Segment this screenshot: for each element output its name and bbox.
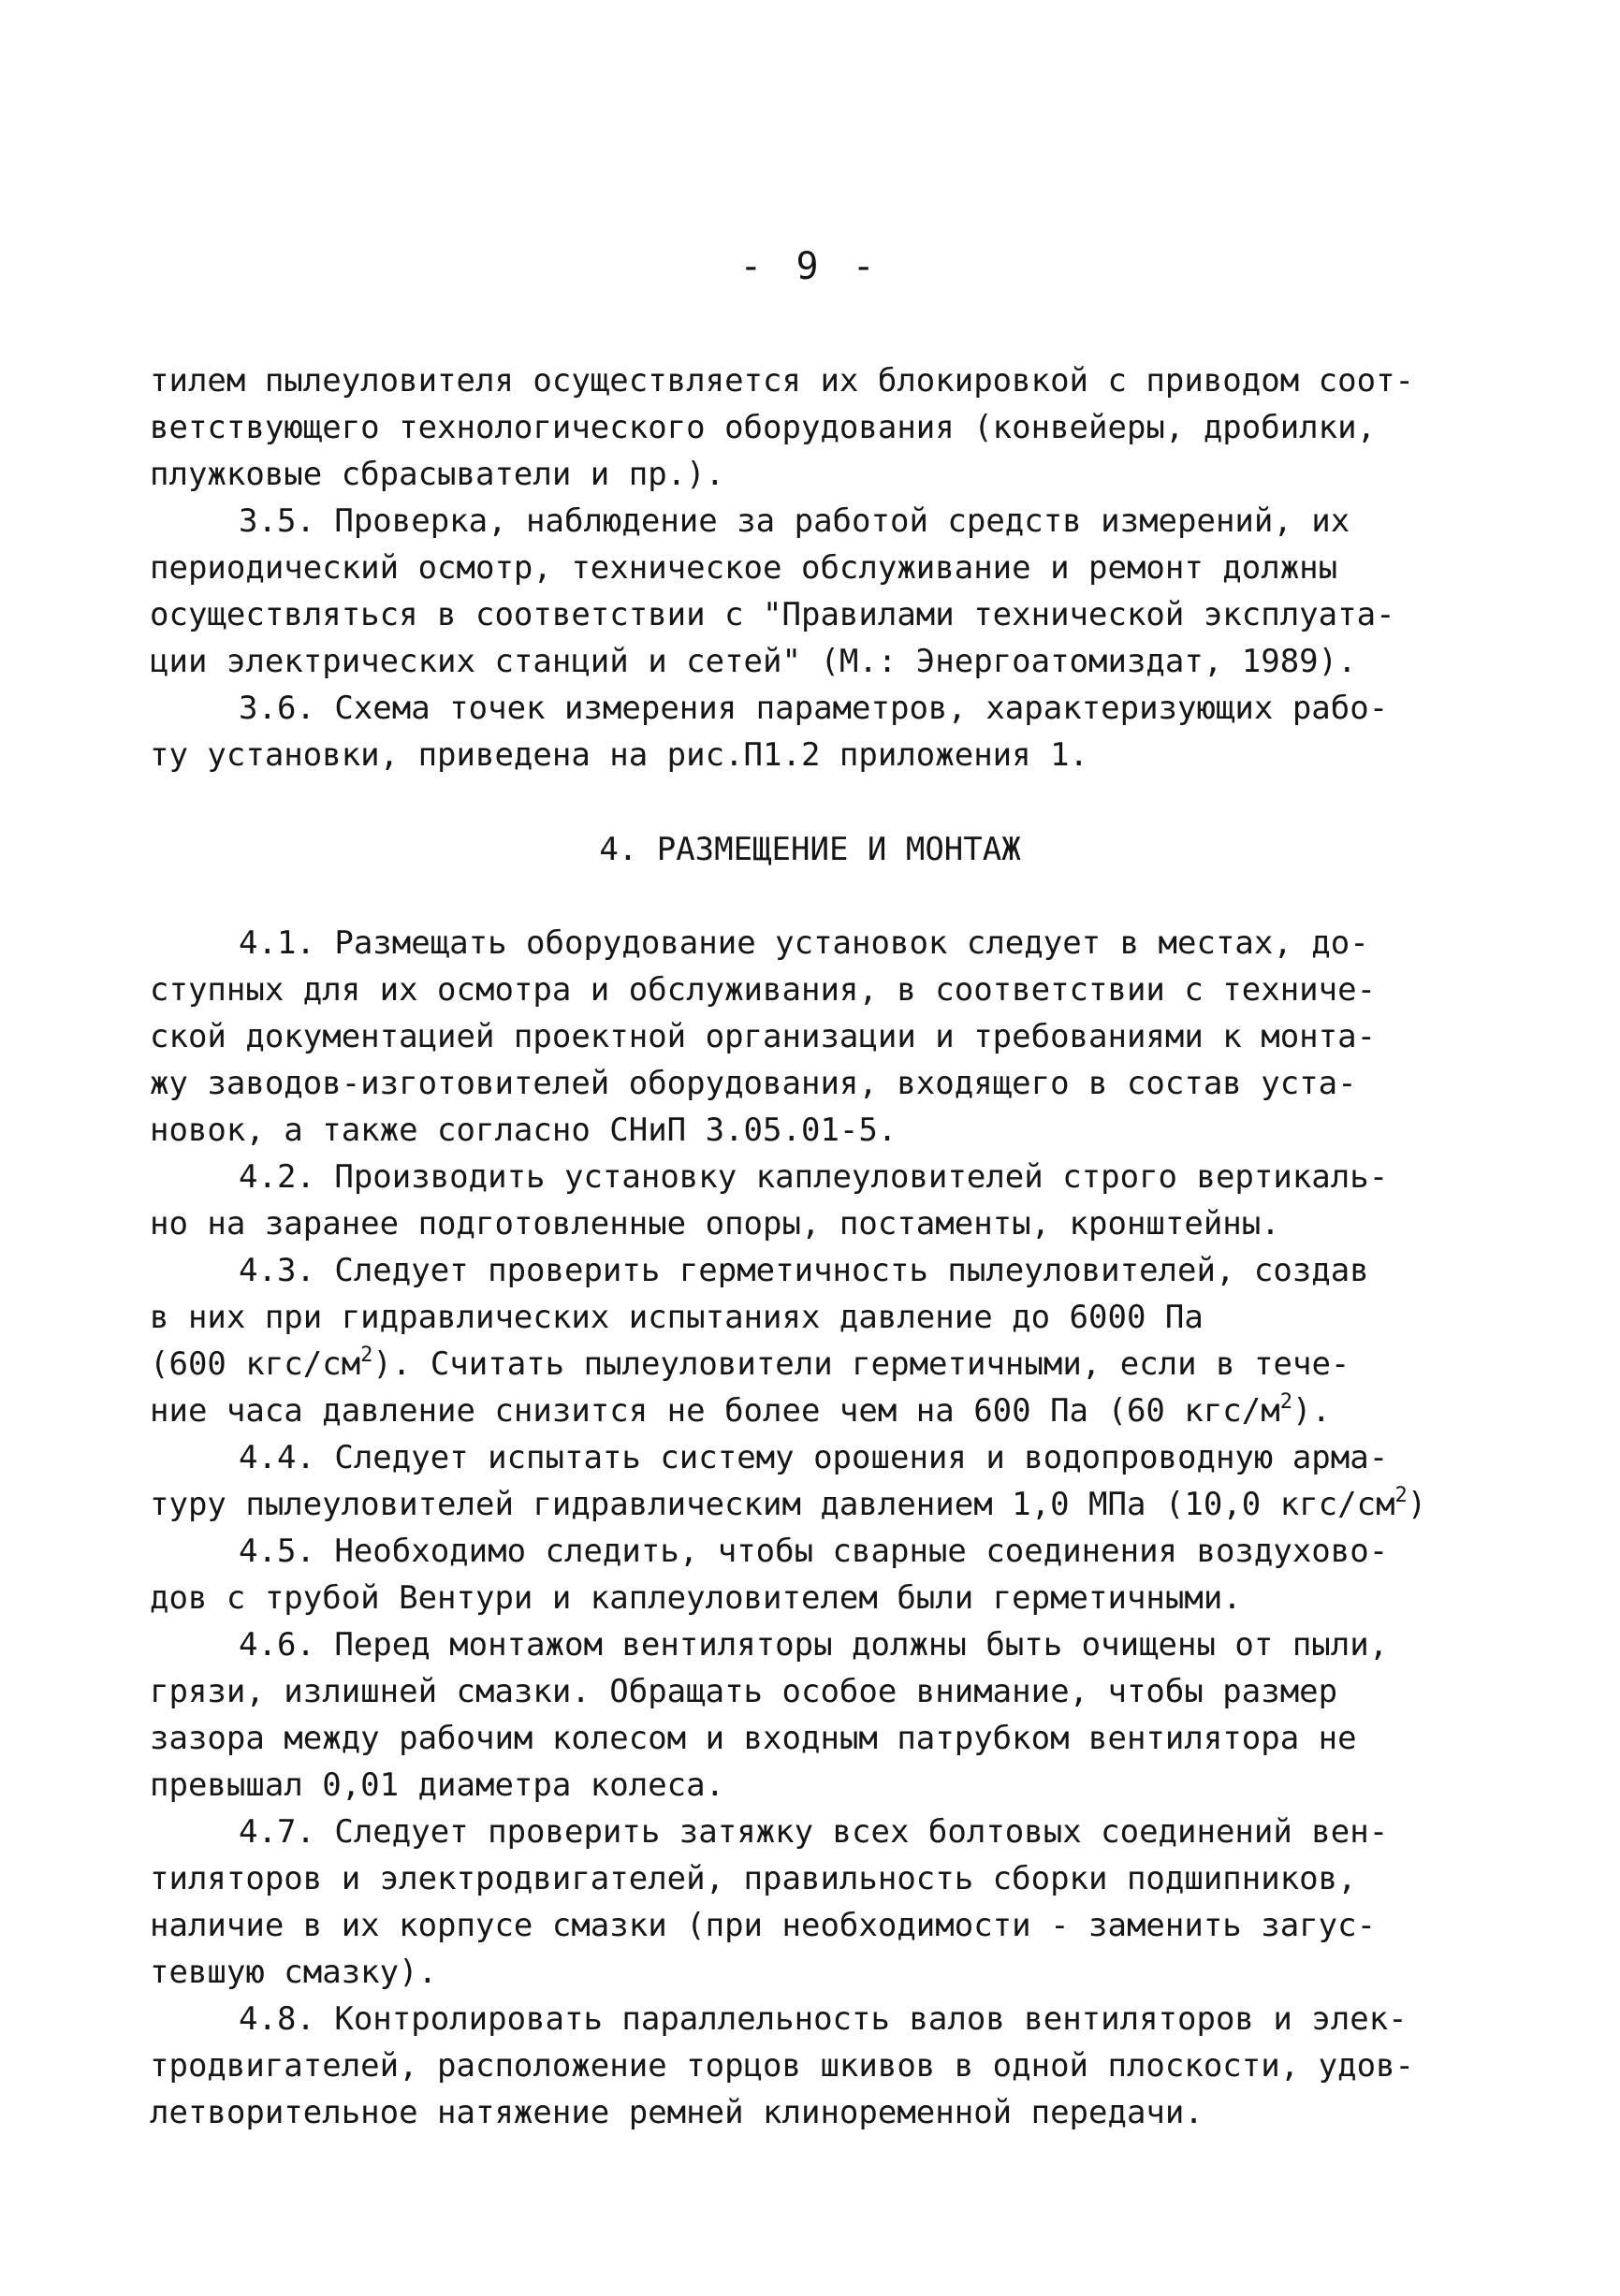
paragraph-4-8: 4.8. Контролировать параллельность валов вентиляторов и элек- — [239, 2000, 1408, 2038]
page-number: - 9 - — [739, 245, 881, 288]
section-title: 4. РАЗМЕЩЕНИЕ И МОНТАЖ — [599, 831, 1021, 868]
text-line — [150, 1392, 1331, 1430]
paragraph-3-5: 3.5. Проверка, наблюдение за работой средств измерений, их — [239, 502, 1350, 540]
text-line: летворительное натяжение ремней клиноременной передачи. — [150, 2094, 1204, 2131]
text-line: но на заранее подготовленные опоры, постаменты, кронштейны. — [150, 1205, 1280, 1242]
superscript: 2 — [1394, 1484, 1408, 1507]
text-line: ции электрических станций и сетей" (М.: Энергоатомиздат, 1989). — [150, 643, 1357, 680]
text-line: периодический осмотр, техническое обслуживание и ремонт должны — [150, 549, 1338, 587]
text-line — [150, 1486, 1426, 1523]
paragraph-4-2: 4.2. Производить установку каплеуловителей строго вертикаль- — [239, 1158, 1389, 1196]
text-segment: ). Считать пылеуловители герметичными, если в тече- — [372, 1345, 1350, 1383]
text-line: жу заводов-изготовителей оборудования, входящего в состав уста- — [150, 1065, 1357, 1102]
text-line: превышал 0,01 диаметра колеса. — [150, 1766, 725, 1804]
text-line: наличие в их корпусе смазки (при необходимости - заменить загус- — [150, 1907, 1377, 1944]
paragraph-4-6: 4.6. Перед монтажом вентиляторы должны быть очищены от пыли, — [239, 1626, 1389, 1664]
text-line: тиляторов и электродвигателей, правильность сборки подшипников, — [150, 1860, 1357, 1897]
text-segment: ). — [1292, 1392, 1331, 1430]
text-line — [150, 1345, 1350, 1383]
paragraph-4-3: 4.3. Следует проверить герметичность пылеуловителей, создав — [239, 1252, 1369, 1289]
text-segment: ние часа давление снизится не более чем на 600 Па (60 кгс/м — [150, 1392, 1280, 1430]
text-line: новок, а также согласно СНиП 3.05.01-5. — [150, 1112, 898, 1149]
text-line: тевшую смазку). — [150, 1954, 438, 1991]
text-line: в них при гидравлических испытаниях давление до 6000 Па — [150, 1299, 1204, 1336]
text-line: дов с трубой Вентури и каплеуловителем были герметичными. — [150, 1579, 1242, 1617]
text-line: осуществляться в соответствии с "Правилами технической эксплуата- — [150, 596, 1395, 633]
text-line: ветствующего технологического оборудования (конвейеры, дробилки, — [150, 409, 1377, 446]
text-line: грязи, излишней смазки. Обращать особое внимание, чтобы размер — [150, 1673, 1338, 1710]
paragraph-4-5: 4.5. Необходимо следить, чтобы сварные соединения воздухово- — [239, 1533, 1389, 1570]
superscript: 2 — [360, 1344, 373, 1367]
paragraph-4-1: 4.1. Размещать оборудование установок следует в местах, до- — [239, 924, 1369, 962]
superscript: 2 — [1279, 1390, 1292, 1414]
text-line: ту установки, приведена на рис.П1.2 приложения 1. — [150, 736, 1089, 774]
text-line: ступных для их осмотра и обслуживания, в соответствии с техниче- — [150, 971, 1377, 1009]
text-segment: (600 кгс/см — [150, 1345, 361, 1383]
paragraph-4-7: 4.7. Следует проверить затяжку всех болтовых соединений вен- — [239, 1813, 1389, 1851]
text-line: плужковые сбрасыватели и пр.). — [150, 456, 725, 493]
text-segment: ) — [1407, 1486, 1427, 1523]
text-line: тилем пылеуловителя осуществляется их блокировкой с приводом соот- — [150, 362, 1415, 400]
text-line: ской документацией проектной организации и требованиями к монта- — [150, 1018, 1377, 1055]
paragraph-3-6: 3.6. Схема точек измерения параметров, характеризующих рабо- — [239, 690, 1389, 727]
text-line: тродвигателей, расположение торцов шкивов в одной плоскости, удов- — [150, 2047, 1415, 2085]
text-line: зазора между рабочим колесом и входным патрубком вентилятора не — [150, 1720, 1357, 1757]
text-segment: туру пылеуловителей гидравлическим давлением 1,0 МПа (10,0 кгс/см — [150, 1486, 1395, 1523]
paragraph-4-4: 4.4. Следует испытать систему орошения и водопроводную арма- — [239, 1439, 1389, 1476]
